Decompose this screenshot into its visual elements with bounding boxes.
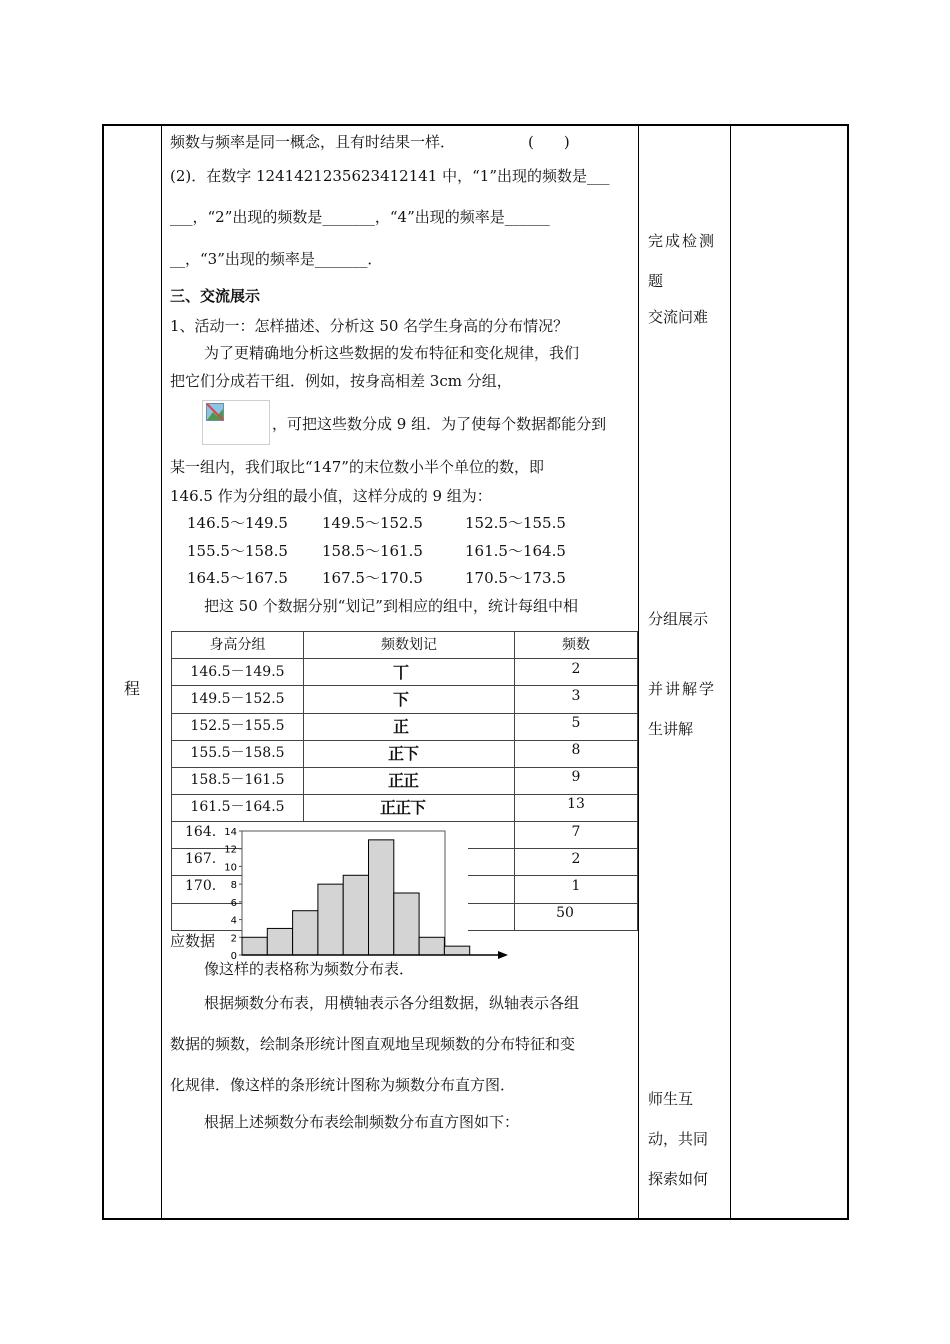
row-count: 7: [571, 824, 581, 840]
frame-left: [102, 124, 104, 1220]
y-tick-label: 10: [224, 862, 237, 874]
row-count: 5: [571, 715, 581, 731]
row-group: 164.: [185, 824, 217, 840]
group-3-2: 167.5～170.5: [322, 569, 423, 587]
line-1-paren: ( ): [528, 133, 570, 151]
histogram-bar-170.5-173.5: [444, 946, 469, 955]
broken-image-placeholder: [202, 400, 270, 445]
row-total: 50: [556, 905, 574, 921]
group-2-1: 155.5～158.5: [187, 542, 288, 560]
row-count: 2: [571, 851, 581, 867]
y-tick-label: 4: [230, 915, 237, 927]
histogram-bar-164.5-167.5: [394, 893, 419, 955]
note-2: 交流问难: [648, 308, 709, 326]
para-2b: 应数据: [170, 932, 216, 950]
table-hline: [171, 631, 638, 632]
row-tally: 正下: [388, 744, 419, 763]
histogram-bar-152.5-155.5: [293, 911, 318, 955]
row-group: 146.5－149.5: [190, 664, 285, 680]
frame-col1: [161, 124, 162, 1220]
group-1-2: 149.5～152.5: [322, 514, 423, 532]
histogram-bar-149.5-152.5: [267, 928, 292, 955]
row-count: 2: [571, 661, 581, 677]
y-tick-label: 0: [230, 951, 237, 962]
table-vline: [303, 631, 304, 821]
frame-bottom: [102, 1218, 849, 1220]
y-tick-label: 14: [224, 827, 237, 838]
frame-right: [847, 124, 849, 1220]
row-count: 1: [571, 878, 581, 894]
row-tally: 正正下: [380, 798, 426, 817]
histogram-bar-158.5-161.5: [343, 875, 368, 955]
note-5c: 探索如何: [648, 1170, 709, 1188]
para-4a: 根据频数分布表，用横轴表示各分组数据，纵轴表示各组: [204, 994, 580, 1012]
group-1-3: 152.5～155.5: [465, 514, 566, 532]
histogram-bar-155.5-158.5: [318, 884, 343, 955]
line-4: __，“3”出现的频率是_______．: [170, 250, 383, 268]
row-count: 9: [571, 769, 581, 785]
para-2: 把这 50 个数据分别“划记”到相应的组中，统计每组中相: [204, 597, 578, 615]
table-header-tally: 频数划记: [381, 637, 437, 653]
row-group: 161.5－164.5: [190, 799, 285, 815]
line-2: (2)．在数字 1241421235623412141 中，“1”出现的频数是___: [170, 167, 610, 185]
group-3-3: 170.5～173.5: [465, 569, 566, 587]
para-1d: 某一组内，我们取比“147”的末位数小半个单位的数，即: [170, 458, 544, 476]
group-2-3: 161.5～164.5: [465, 542, 566, 560]
row-tally: 丅: [393, 663, 409, 682]
row-tally: 正: [393, 717, 409, 736]
para-4b: 数据的频数，绘制条形统计图直观地呈现频数的分布特征和变: [170, 1035, 576, 1053]
frame-col3: [730, 124, 731, 1220]
line-3: ___，“2”出现的频数是_______，“4”出现的频率是______: [170, 208, 550, 226]
y-tick-label: 2: [230, 933, 237, 945]
note-4a: 并讲解学: [648, 680, 717, 698]
line-1: 频数与频率是同一概念，且有时结果一样．: [170, 133, 456, 151]
note-5b: 动，共同: [648, 1130, 709, 1148]
table-header-count: 频数: [562, 637, 590, 653]
histogram-bar-146.5-149.5: [242, 937, 267, 955]
group-1-1: 146.5～149.5: [187, 514, 288, 532]
para-1a: 为了更精确地分析这些数据的发布特征和变化规律，我们: [204, 344, 580, 362]
histogram-bar-161.5-164.5: [369, 840, 394, 955]
row-count: 8: [571, 742, 581, 758]
para-1e: 146.5 作为分组的最小值，这样分成的 9 组为：: [170, 487, 492, 505]
para-1c: ，可把这些数分成 9 组．为了使每个数据都能分到: [272, 415, 607, 433]
row-count: 13: [567, 796, 585, 812]
x-axis-arrow-icon: [498, 951, 508, 959]
y-tick-label: 6: [230, 897, 237, 909]
y-tick-label: 12: [224, 844, 237, 856]
note-3: 分组展示: [648, 610, 709, 628]
group-3-1: 164.5～167.5: [187, 569, 288, 587]
note-4b: 生讲解: [648, 720, 694, 738]
para-1b: 把它们分成若干组．例如，按身高相差 3cm 分组，: [170, 372, 512, 390]
frame-col2: [638, 124, 639, 1220]
table-vline: [637, 631, 638, 931]
row-group: 158.5－161.5: [190, 772, 285, 788]
histogram-bar-167.5-170.5: [419, 937, 444, 955]
para-5: 根据上述频数分布表绘制频数分布直方图如下：: [204, 1113, 520, 1131]
group-2-2: 158.5～161.5: [322, 542, 423, 560]
row-group: 155.5－158.5: [190, 745, 285, 761]
row-group: 152.5－155.5: [190, 718, 285, 734]
note-1a: 完成检测: [648, 232, 717, 250]
row-group: 170.: [185, 878, 217, 894]
row-group: 167.: [185, 851, 217, 867]
row-count: 3: [571, 688, 581, 704]
table-hline: [171, 685, 638, 686]
row-tally: 正正: [388, 771, 419, 790]
note-1b: 题: [648, 272, 664, 290]
table-header-group: 身高分组: [209, 637, 266, 653]
broken-image-icon: [206, 403, 224, 421]
histogram-chart: [212, 822, 512, 962]
section-heading: 三、交流展示: [170, 287, 261, 305]
note-5a: 师生互: [648, 1090, 694, 1108]
para-3: 像这样的表格称为频数分布表．: [204, 960, 415, 978]
table-hline: [171, 658, 638, 659]
activity-line: 1、活动一：怎样描述、分析这 50 名学生身高的分布情况？: [170, 317, 569, 335]
row-tally: 下: [393, 690, 409, 709]
frame-top: [102, 124, 849, 126]
y-tick-label: 8: [230, 880, 237, 892]
left-label: 程: [124, 679, 141, 698]
para-4c: 化规律．像这样的条形统计图称为频数分布直方图．: [170, 1076, 516, 1094]
row-group: 149.5－152.5: [190, 691, 285, 707]
